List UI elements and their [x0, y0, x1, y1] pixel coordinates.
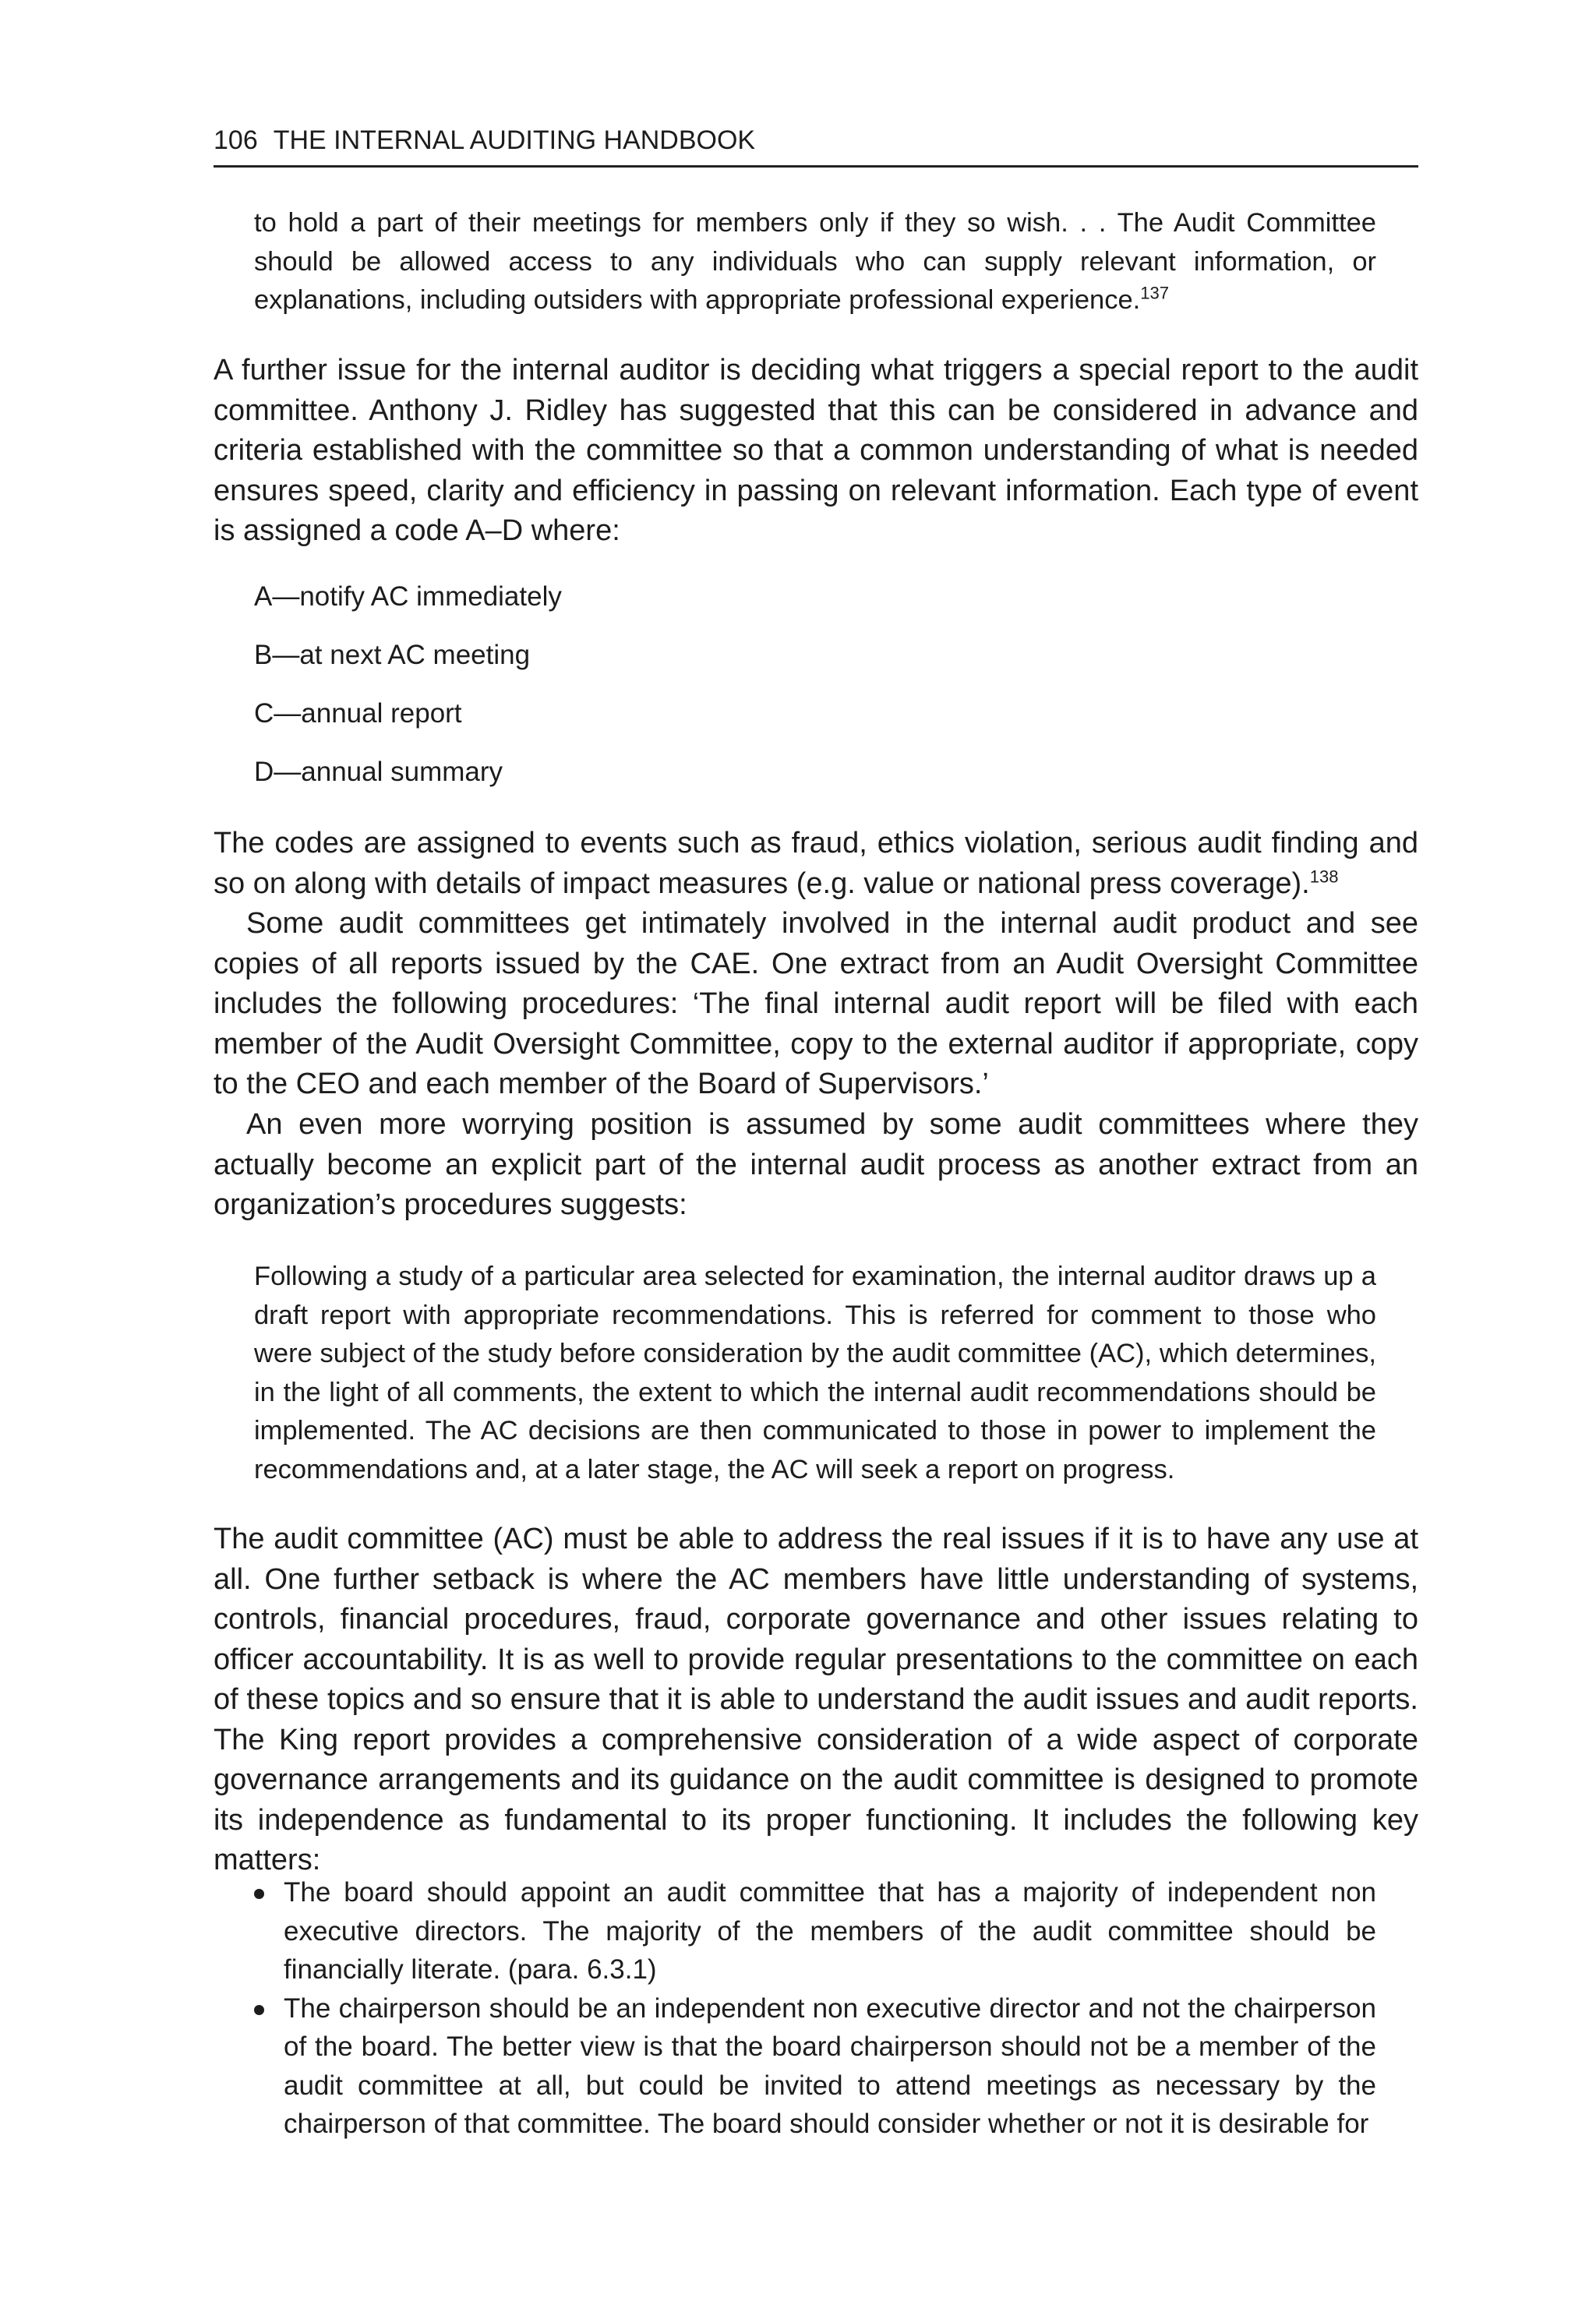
list-item-text: The board should appoint an audit committee that has a majority of independent non executive directors. The majority of the members of the audit committee should be financially literate. (para. 6.3.1) — [284, 1877, 1376, 1985]
code-item-d: D—annual summary — [254, 757, 503, 787]
page-number: 106 — [214, 125, 258, 155]
paragraph-worrying-position: An even more worrying position is assumed by some audit committees where they actually become an explicit part of the internal audit process as another extract from an organization’s procedures suggests: — [214, 1108, 1418, 1221]
list-item — [254, 1873, 1376, 1989]
paragraph-codes-assigned — [214, 824, 1418, 904]
paragraph-special-report-triggers: A further issue for the internal auditor is deciding what triggers a special report to the audit committee. Anthony J. Ridley has suggested that this can be considered in advance and criteria established with the committee so that a common understanding of what is needed ensures speed, clarity and efficiency in passing on relevant information. Each type of event is assigned a code A–D where: — [214, 354, 1418, 547]
bullet-icon — [254, 2005, 264, 2015]
paragraph-real-issues: The audit committee (AC) must be able to address the real issues if it is to have any use at all. One further setback is where the AC members have little understanding of systems, controls, financial procedures, fraud, corporate governance and other issues relating to officer accountability. It is as well to provide regular presentations to the committee on each of these topics and so ensure that it is able to understand the audit issues and audit reports. The King report provides a comprehensive consideration of a wide aspect of corporate governance arrangements and its guidance on the audit committee is designed to promote its independence as fundamental to its proper functioning. It includes the following key matters: — [214, 1523, 1418, 1876]
footnote-ref-137: 137 — [1140, 283, 1169, 303]
running-header — [214, 125, 1418, 168]
quote-text: to hold a part of their meetings for members only if they so wish. . . The Audit Committee should be allowed access to any individuals who can supply relevant information, or explanations, including outsiders with appropriate professional experience. — [254, 208, 1376, 315]
code-item-b: B—at next AC meeting — [254, 640, 531, 670]
code-item-a: A—notify AC immediately — [254, 581, 562, 612]
block-quote-procedures: Following a study of a particular area selected for examination, the internal auditor draws up a draft report with appropriate recommendations. This is referred for comment to those who were subject of the study before consideration by the audit committee (AC), which determines, in the light of all comments, the extent to which the internal audit recommendations should be implemented. The AC decisions are then communicated to those in power to implement the recommendations and, at a later stage, the AC will seek a report on progress. — [254, 1262, 1376, 1484]
list-item-text: The chairperson should be an independent non executive director and not the chairperson of the board. The better view is that the board chairperson should not be a member of the audit committee at all, but could be invited to attend meetings as necessary by the chairperson of that committee. The board should consider whether or not it is desirable for — [284, 1993, 1376, 2139]
list-item — [254, 1989, 1376, 2144]
block-quote-committee-access — [254, 204, 1376, 320]
code-item-c: C—annual report — [254, 698, 462, 729]
running-title: THE INTERNAL AUDITING HANDBOOK — [273, 125, 756, 155]
footnote-ref-138: 138 — [1309, 866, 1339, 886]
paragraph-text: The codes are assigned to events such as fraud, ethics violation, serious audit finding and so on along with details of impact measures (e.g. value or national press coverage). — [214, 827, 1418, 900]
king-report-bullet-list — [254, 1873, 1376, 2144]
bullet-icon — [254, 1889, 264, 1899]
paragraph-audit-oversight: Some audit committees get intimately involved in the internal audit product and see copies of all reports issued by the CAE. One extract from an Audit Oversight Committee includes the following procedures: ‘The final internal audit report will be filed with each member of the Audit Oversight Committee, copy to the external auditor if appropriate, copy to the CEO and each member of the Board of Supervisors.’ — [214, 907, 1418, 1100]
